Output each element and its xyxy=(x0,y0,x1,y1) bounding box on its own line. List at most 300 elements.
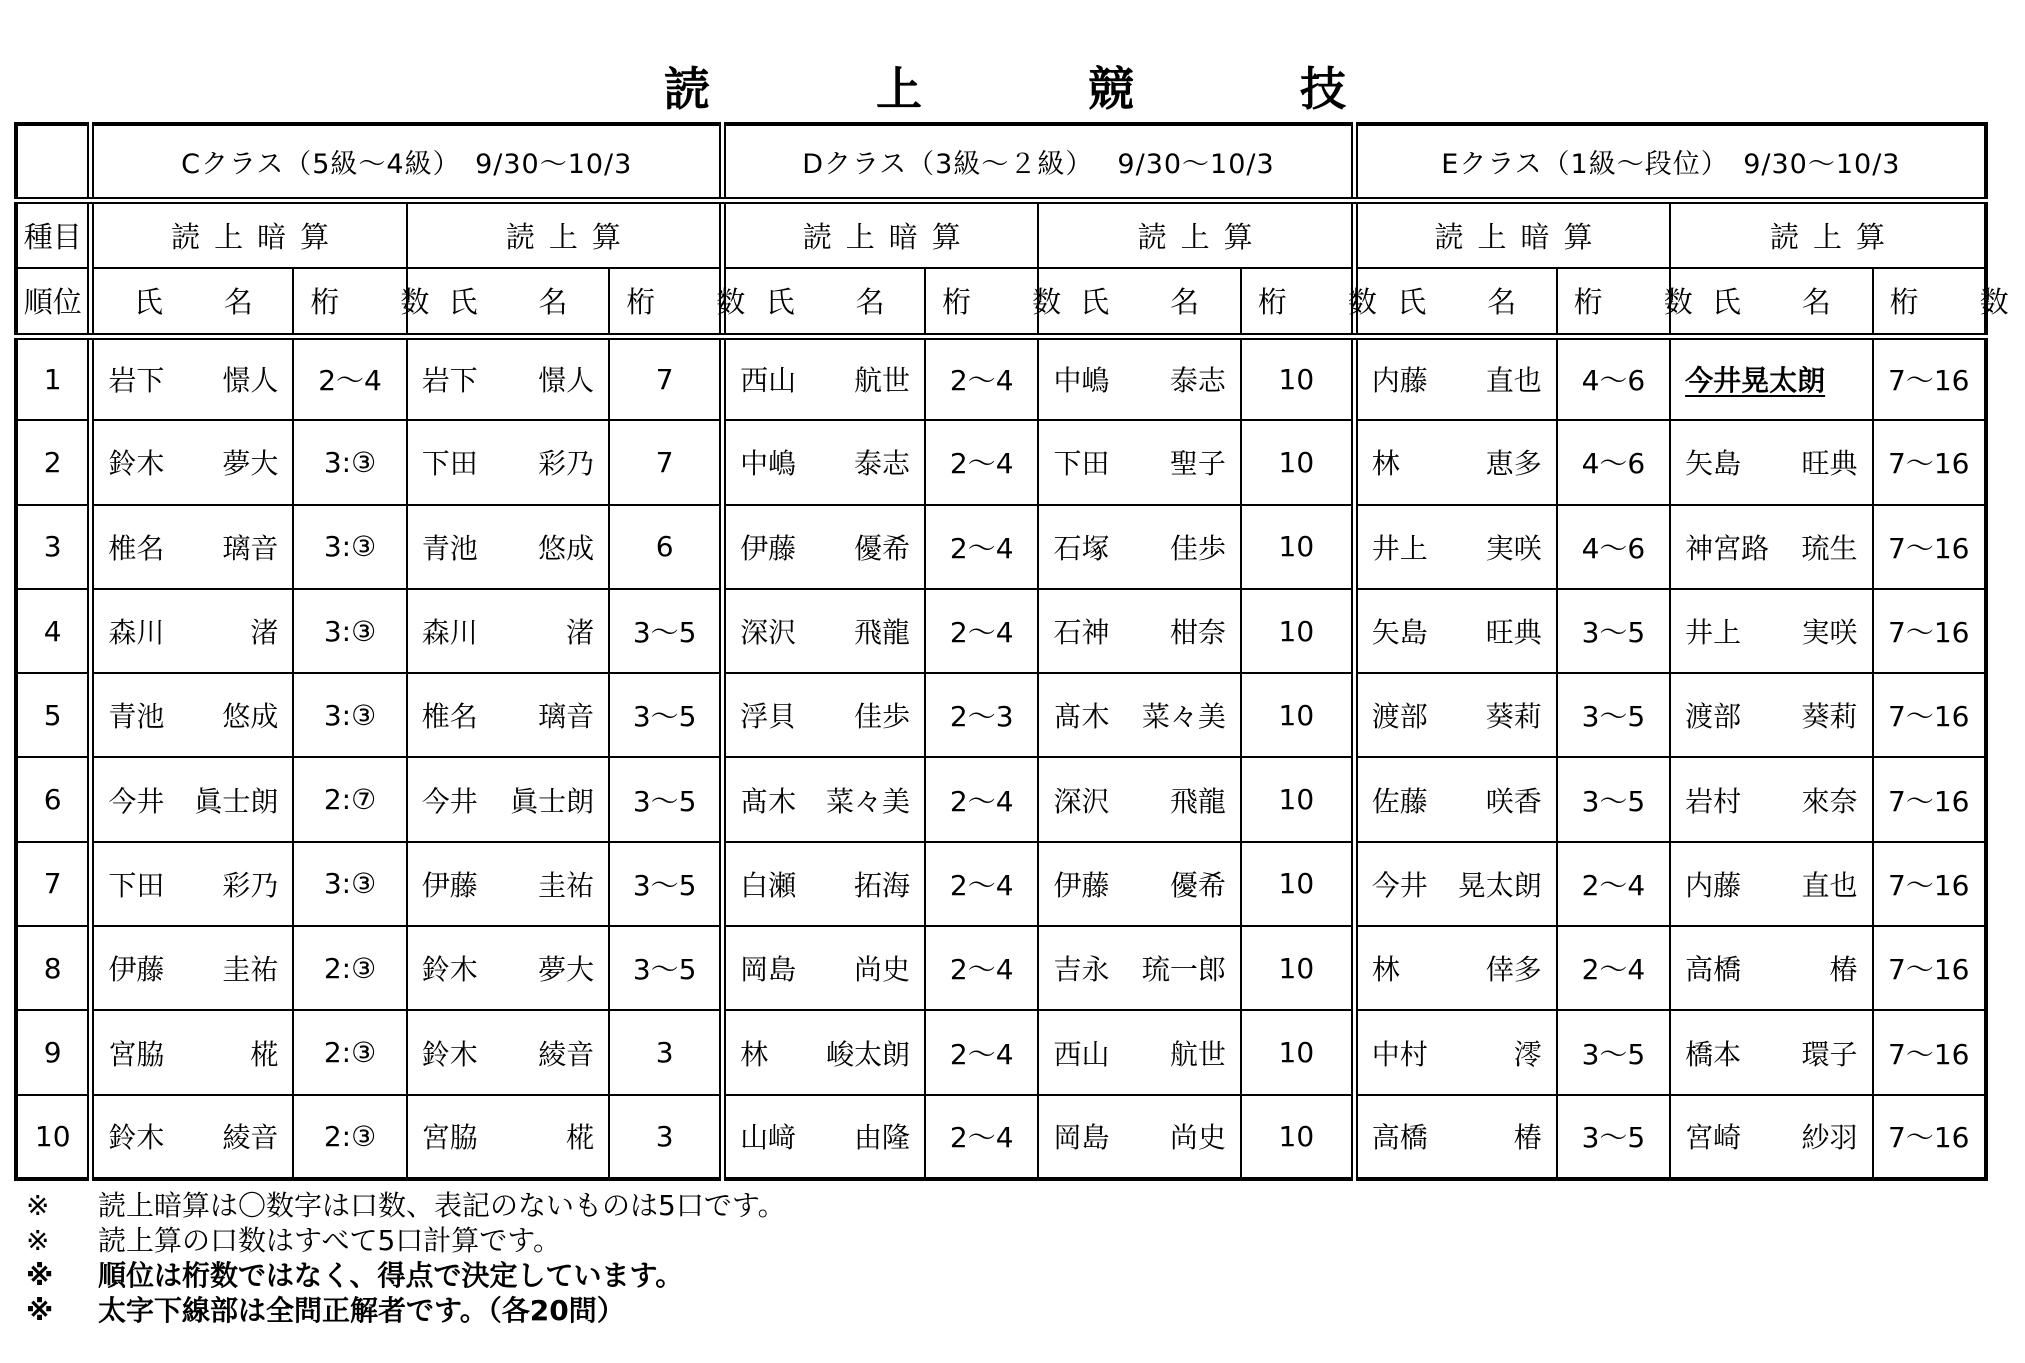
digits-cell: 7～16 xyxy=(1873,1095,1986,1179)
event-header-row xyxy=(16,200,1986,268)
given-name: 璃音 xyxy=(538,700,595,734)
digits-col-header: 桁 数 xyxy=(1241,268,1354,336)
name-cell xyxy=(91,505,293,589)
family-name: 山﨑 xyxy=(740,1121,797,1155)
name-cell xyxy=(1670,420,1872,504)
digits-cell: 2～3 xyxy=(925,673,1038,757)
given-name: 佳歩 xyxy=(1169,531,1226,565)
table-row xyxy=(16,505,1986,589)
given-name: 憬人 xyxy=(538,364,595,398)
family-name: 伊藤 xyxy=(740,531,797,565)
digits-cell: 10 xyxy=(1241,336,1354,420)
digits-cell: 3 xyxy=(609,1010,722,1094)
name-cell xyxy=(1354,589,1556,673)
name-cell xyxy=(1038,505,1240,589)
family-name: 西山 xyxy=(740,364,797,398)
event-label: 種目 xyxy=(16,200,91,268)
digits-cell: 3:③ xyxy=(293,589,406,673)
digits-cell: 2:③ xyxy=(293,1010,406,1094)
family-name: 林 xyxy=(1371,447,1400,481)
given-name: 椿 xyxy=(1829,953,1858,987)
digits-cell: 4～6 xyxy=(1557,505,1670,589)
class-d-header: Dクラス（3級～２級） 9/30～10/3 xyxy=(723,124,1355,200)
digits-cell: 7～16 xyxy=(1873,420,1986,504)
given-name: 綾音 xyxy=(538,1037,595,1071)
given-name: 峻太朗 xyxy=(826,1037,911,1071)
name-cell xyxy=(1670,336,1872,420)
family-name: 岡島 xyxy=(1053,1121,1110,1155)
given-name: 葵莉 xyxy=(1801,700,1858,734)
given-name: 飛龍 xyxy=(1169,784,1226,818)
digits-cell: 7～16 xyxy=(1873,505,1986,589)
given-name: 環子 xyxy=(1801,1037,1858,1071)
name-cell xyxy=(407,673,609,757)
name-cell xyxy=(407,589,609,673)
digits-cell: 2～4 xyxy=(1557,926,1670,1010)
event-header: 読上暗算 xyxy=(723,200,1039,268)
given-name: 優希 xyxy=(1169,868,1226,902)
digits-cell: 10 xyxy=(1241,842,1354,926)
family-name: 林 xyxy=(1371,953,1400,987)
event-header: 読上算 xyxy=(407,200,723,268)
rank-cell: 5 xyxy=(16,673,91,757)
given-name: 菜々美 xyxy=(1141,700,1226,734)
name-cell xyxy=(407,420,609,504)
family-name: 渡部 xyxy=(1685,700,1742,734)
name-cell xyxy=(407,926,609,1010)
digits-cell: 2～4 xyxy=(1557,842,1670,926)
note xyxy=(26,1223,1986,1258)
digits-cell: 10 xyxy=(1241,757,1354,841)
name-cell xyxy=(1354,420,1556,504)
digits-cell: 2～4 xyxy=(925,757,1038,841)
family-name: 中嶋 xyxy=(1053,364,1110,398)
name-cell xyxy=(407,1095,609,1179)
corner-cell xyxy=(16,124,91,200)
family-name: 神宮路 xyxy=(1685,531,1770,565)
name-cell xyxy=(1354,673,1556,757)
family-name: 佐藤 xyxy=(1371,784,1428,818)
event-header: 読上算 xyxy=(1670,200,1986,268)
family-name: 下田 xyxy=(421,447,478,481)
digits-cell: 2～4 xyxy=(925,926,1038,1010)
given-name: 菜々美 xyxy=(826,784,911,818)
digits-cell: 7～16 xyxy=(1873,926,1986,1010)
given-name: 悠成 xyxy=(538,531,595,565)
name-cell xyxy=(91,589,293,673)
digits-cell: 2:③ xyxy=(293,1095,406,1179)
family-name: 伊藤 xyxy=(1053,868,1110,902)
family-name: 森川 xyxy=(108,616,165,650)
table-row xyxy=(16,926,1986,1010)
digits-cell: 3～5 xyxy=(609,757,722,841)
family-name: 内藤 xyxy=(1371,364,1428,398)
rank-cell: 3 xyxy=(16,505,91,589)
digits-cell: 2～4 xyxy=(925,842,1038,926)
results-body xyxy=(16,336,1986,1179)
name-cell xyxy=(91,757,293,841)
given-name: 尚史 xyxy=(1169,1121,1226,1155)
given-name: 葵莉 xyxy=(1485,700,1542,734)
given-name: 夢大 xyxy=(538,953,595,987)
name-cell xyxy=(1670,589,1872,673)
note-text: 読上算の口数はすべて5口計算です。 xyxy=(98,1224,562,1257)
given-name: 澪 xyxy=(1513,1037,1542,1071)
name-cell xyxy=(1354,842,1556,926)
table-row xyxy=(16,1010,1986,1094)
family-name: 今井 xyxy=(108,784,165,818)
name-cell xyxy=(1038,1010,1240,1094)
family-name: 石塚 xyxy=(1053,531,1110,565)
name-cell xyxy=(1670,757,1872,841)
given-name: 旺典 xyxy=(1801,447,1858,481)
name-cell xyxy=(407,1010,609,1094)
note-text: 順位は桁数ではなく、得点で決定しています。 xyxy=(98,1259,684,1292)
family-name: 今井晃太朗 xyxy=(1685,364,1826,398)
digits-cell: 3:③ xyxy=(293,420,406,504)
digits-cell: 2～4 xyxy=(925,1095,1038,1179)
name-cell xyxy=(1354,926,1556,1010)
given-name: 來奈 xyxy=(1801,784,1858,818)
family-name: 鈴木 xyxy=(108,447,165,481)
digits-col-header: 桁 数 xyxy=(1557,268,1670,336)
name-cell xyxy=(1670,926,1872,1010)
digits-cell: 3～5 xyxy=(1557,589,1670,673)
family-name: 深沢 xyxy=(740,616,797,650)
rank-cell: 4 xyxy=(16,589,91,673)
given-name: 咲香 xyxy=(1485,784,1542,818)
given-name: 聖子 xyxy=(1169,447,1226,481)
name-cell xyxy=(723,505,925,589)
family-name: 西山 xyxy=(1053,1037,1110,1071)
given-name: 旺典 xyxy=(1485,616,1542,650)
name-col-header: 氏 名 xyxy=(91,268,293,336)
name-cell xyxy=(723,842,925,926)
digits-cell: 3～5 xyxy=(609,589,722,673)
digits-cell: 2～4 xyxy=(925,589,1038,673)
given-name: 眞士朗 xyxy=(194,784,279,818)
name-cell xyxy=(723,1010,925,1094)
given-name: 直也 xyxy=(1485,364,1542,398)
name-cell xyxy=(1354,336,1556,420)
digits-cell: 4～6 xyxy=(1557,420,1670,504)
given-name: 悠成 xyxy=(222,700,279,734)
digits-col-header: 桁 数 xyxy=(925,268,1038,336)
digits-cell: 3～5 xyxy=(609,842,722,926)
name-cell xyxy=(723,420,925,504)
given-name: 圭祐 xyxy=(538,868,595,902)
family-name: 伊藤 xyxy=(108,953,165,987)
digits-cell: 10 xyxy=(1241,1095,1354,1179)
name-cell xyxy=(91,1095,293,1179)
given-name: 尚史 xyxy=(854,953,911,987)
note xyxy=(26,1188,1986,1223)
family-name: 中嶋 xyxy=(740,447,797,481)
given-name: 夢大 xyxy=(222,447,279,481)
digits-col-header: 桁 数 xyxy=(293,268,406,336)
digits-cell: 10 xyxy=(1241,926,1354,1010)
digits-cell: 3:③ xyxy=(293,505,406,589)
digits-cell: 10 xyxy=(1241,1010,1354,1094)
name-cell xyxy=(1038,336,1240,420)
digits-cell: 3:③ xyxy=(293,842,406,926)
name-cell xyxy=(1670,505,1872,589)
name-cell xyxy=(91,420,293,504)
name-cell xyxy=(1038,420,1240,504)
family-name: 椎名 xyxy=(421,700,478,734)
name-cell xyxy=(1038,673,1240,757)
name-cell xyxy=(723,336,925,420)
family-name: 高橋 xyxy=(1371,1121,1428,1155)
table-row xyxy=(16,757,1986,841)
name-cell xyxy=(1354,505,1556,589)
name-cell xyxy=(407,505,609,589)
given-name: 直也 xyxy=(1801,868,1858,902)
family-name: 矢島 xyxy=(1685,447,1742,481)
note xyxy=(26,1293,1986,1328)
family-name: 岩村 xyxy=(1685,784,1742,818)
given-name: 彩乃 xyxy=(538,447,595,481)
table-row xyxy=(16,420,1986,504)
family-name: 青池 xyxy=(421,531,478,565)
name-cell xyxy=(91,673,293,757)
given-name: 椛 xyxy=(566,1121,595,1155)
column-header-row xyxy=(16,268,1986,336)
family-name: 鈴木 xyxy=(421,953,478,987)
given-name: 実咲 xyxy=(1485,531,1542,565)
class-e-header: Eクラス（1級～段位） 9/30～10/3 xyxy=(1354,124,1986,200)
note-mark: ※ xyxy=(26,1259,54,1292)
digits-cell: 7～16 xyxy=(1873,1010,1986,1094)
table-row xyxy=(16,673,1986,757)
rank-cell: 2 xyxy=(16,420,91,504)
given-name: 憬人 xyxy=(222,364,279,398)
class-header-row xyxy=(16,124,1986,200)
name-col-header: 氏 名 xyxy=(407,268,609,336)
class-c-header: Cクラス（5級～4級） 9/30～10/3 xyxy=(91,124,723,200)
name-cell xyxy=(1038,1095,1240,1179)
name-cell xyxy=(1354,1010,1556,1094)
note-text: 読上暗算は〇数字は口数、表記のないものは5口です。 xyxy=(98,1189,786,1222)
table-row xyxy=(16,1095,1986,1179)
given-name: 椛 xyxy=(250,1037,279,1071)
family-name: 井上 xyxy=(1685,616,1742,650)
digits-cell: 2～4 xyxy=(925,505,1038,589)
given-name: 泰志 xyxy=(1169,364,1226,398)
family-name: 吉永 xyxy=(1053,953,1110,987)
given-name: 渚 xyxy=(566,616,595,650)
given-name: 泰志 xyxy=(854,447,911,481)
given-name: 倖多 xyxy=(1485,953,1542,987)
digits-cell: 4～6 xyxy=(1557,336,1670,420)
given-name: 恵多 xyxy=(1485,447,1542,481)
digits-cell: 7～16 xyxy=(1873,757,1986,841)
given-name: 渚 xyxy=(250,616,279,650)
digits-cell: 3～5 xyxy=(609,673,722,757)
digits-cell: 2:③ xyxy=(293,926,406,1010)
digits-cell: 3～5 xyxy=(1557,673,1670,757)
family-name: 中村 xyxy=(1371,1037,1428,1071)
digits-cell: 7～16 xyxy=(1873,842,1986,926)
family-name: 宮崎 xyxy=(1685,1121,1742,1155)
digits-col-header: 桁 数 xyxy=(609,268,722,336)
family-name: 宮脇 xyxy=(421,1121,478,1155)
family-name: 椎名 xyxy=(108,531,165,565)
name-cell xyxy=(1038,926,1240,1010)
digits-cell: 3～5 xyxy=(1557,1010,1670,1094)
rank-cell: 7 xyxy=(16,842,91,926)
digits-cell: 2～4 xyxy=(925,420,1038,504)
name-col-header: 氏 名 xyxy=(1670,268,1872,336)
event-header: 読上暗算 xyxy=(91,200,407,268)
family-name: 高橋 xyxy=(1685,953,1742,987)
given-name: 航世 xyxy=(854,364,911,398)
family-name: 橋本 xyxy=(1685,1037,1742,1071)
digits-cell: 2～4 xyxy=(293,336,406,420)
family-name: 白瀬 xyxy=(740,868,797,902)
family-name: 鈴木 xyxy=(421,1037,478,1071)
name-cell xyxy=(1354,1095,1556,1179)
digits-cell: 3～5 xyxy=(1557,1095,1670,1179)
family-name: 下田 xyxy=(108,868,165,902)
family-name: 浮貝 xyxy=(740,700,797,734)
digits-cell: 3～5 xyxy=(609,926,722,1010)
digits-col-header: 桁 数 xyxy=(1873,268,1986,336)
name-cell xyxy=(1038,757,1240,841)
rank-cell: 9 xyxy=(16,1010,91,1094)
family-name: 石神 xyxy=(1053,616,1110,650)
given-name: 綾音 xyxy=(222,1121,279,1155)
table-row xyxy=(16,336,1986,420)
name-cell xyxy=(91,1010,293,1094)
page-title: 読 上 競 技 xyxy=(664,62,1406,116)
event-header: 読上算 xyxy=(1038,200,1354,268)
given-name: 実咲 xyxy=(1801,616,1858,650)
digits-cell: 2:⑦ xyxy=(293,757,406,841)
digits-cell: 2～4 xyxy=(925,1010,1038,1094)
name-cell xyxy=(1670,1010,1872,1094)
family-name: 岩下 xyxy=(421,364,478,398)
name-cell xyxy=(91,336,293,420)
family-name: 今井 xyxy=(421,784,478,818)
given-name: 圭祐 xyxy=(222,953,279,987)
digits-cell: 7～16 xyxy=(1873,336,1986,420)
digits-cell: 7 xyxy=(609,420,722,504)
digits-cell: 10 xyxy=(1241,420,1354,504)
given-name: 紗羽 xyxy=(1801,1121,1858,1155)
note-mark: ※ xyxy=(26,1189,50,1222)
name-cell xyxy=(407,757,609,841)
given-name: 優希 xyxy=(854,531,911,565)
given-name: 椿 xyxy=(1513,1121,1542,1155)
name-cell xyxy=(407,336,609,420)
digits-cell: 6 xyxy=(609,505,722,589)
name-cell xyxy=(723,757,925,841)
name-cell xyxy=(723,1095,925,1179)
name-col-header: 氏 名 xyxy=(1038,268,1240,336)
rank-cell: 6 xyxy=(16,757,91,841)
family-name: 岡島 xyxy=(740,953,797,987)
family-name: 岩下 xyxy=(108,364,165,398)
name-cell xyxy=(1670,673,1872,757)
note-text: 太字下線部は全問正解者です。（各20問） xyxy=(98,1294,625,1327)
digits-cell: 10 xyxy=(1241,505,1354,589)
event-header: 読上暗算 xyxy=(1354,200,1670,268)
family-name: 矢島 xyxy=(1371,616,1428,650)
table-row xyxy=(16,589,1986,673)
given-name: 飛龍 xyxy=(854,616,911,650)
given-name: 眞士朗 xyxy=(510,784,595,818)
family-name: 今井 xyxy=(1371,868,1428,902)
note-mark: ※ xyxy=(26,1224,50,1257)
note-mark: ※ xyxy=(26,1294,54,1327)
family-name: 伊藤 xyxy=(421,868,478,902)
name-cell xyxy=(1038,589,1240,673)
rank-label: 順位 xyxy=(16,268,91,336)
digits-cell: 3 xyxy=(609,1095,722,1179)
name-cell xyxy=(91,842,293,926)
given-name: 晃太朗 xyxy=(1457,868,1542,902)
rank-cell: 1 xyxy=(16,336,91,420)
family-name: 内藤 xyxy=(1685,868,1742,902)
name-cell xyxy=(723,926,925,1010)
given-name: 琉一郎 xyxy=(1141,953,1226,987)
digits-cell: 10 xyxy=(1241,589,1354,673)
family-name: 髙木 xyxy=(740,784,797,818)
notes xyxy=(26,1188,1986,1328)
digits-cell: 3～5 xyxy=(1557,757,1670,841)
digits-cell: 3:③ xyxy=(293,673,406,757)
name-cell xyxy=(1038,842,1240,926)
rank-cell: 10 xyxy=(16,1095,91,1179)
name-cell xyxy=(1670,1095,1872,1179)
digits-cell: 7～16 xyxy=(1873,673,1986,757)
given-name: 拓海 xyxy=(854,868,911,902)
name-cell xyxy=(1670,842,1872,926)
given-name: 航世 xyxy=(1169,1037,1226,1071)
family-name: 下田 xyxy=(1053,447,1110,481)
family-name: 林 xyxy=(740,1037,769,1071)
family-name: 深沢 xyxy=(1053,784,1110,818)
digits-cell: 7 xyxy=(609,336,722,420)
given-name: 由隆 xyxy=(854,1121,911,1155)
family-name: 青池 xyxy=(108,700,165,734)
name-col-header: 氏 名 xyxy=(723,268,925,336)
name-cell xyxy=(91,926,293,1010)
family-name: 鈴木 xyxy=(108,1121,165,1155)
given-name: 佳歩 xyxy=(854,700,911,734)
note xyxy=(26,1258,1986,1293)
name-col-header: 氏 名 xyxy=(1354,268,1556,336)
family-name: 宮脇 xyxy=(108,1037,165,1071)
digits-cell: 2～4 xyxy=(925,336,1038,420)
family-name: 森川 xyxy=(421,616,478,650)
rank-cell: 8 xyxy=(16,926,91,1010)
family-name: 井上 xyxy=(1371,531,1428,565)
name-cell xyxy=(723,673,925,757)
name-cell xyxy=(1354,757,1556,841)
given-name: 璃音 xyxy=(222,531,279,565)
results-table xyxy=(14,122,2025,1181)
digits-cell: 7～16 xyxy=(1873,589,1986,673)
family-name: 髙木 xyxy=(1053,700,1110,734)
table-row xyxy=(16,842,1986,926)
given-name: 柑奈 xyxy=(1169,616,1226,650)
family-name: 渡部 xyxy=(1371,700,1428,734)
given-name: 琉生 xyxy=(1801,531,1858,565)
name-cell xyxy=(407,842,609,926)
given-name: 彩乃 xyxy=(222,868,279,902)
